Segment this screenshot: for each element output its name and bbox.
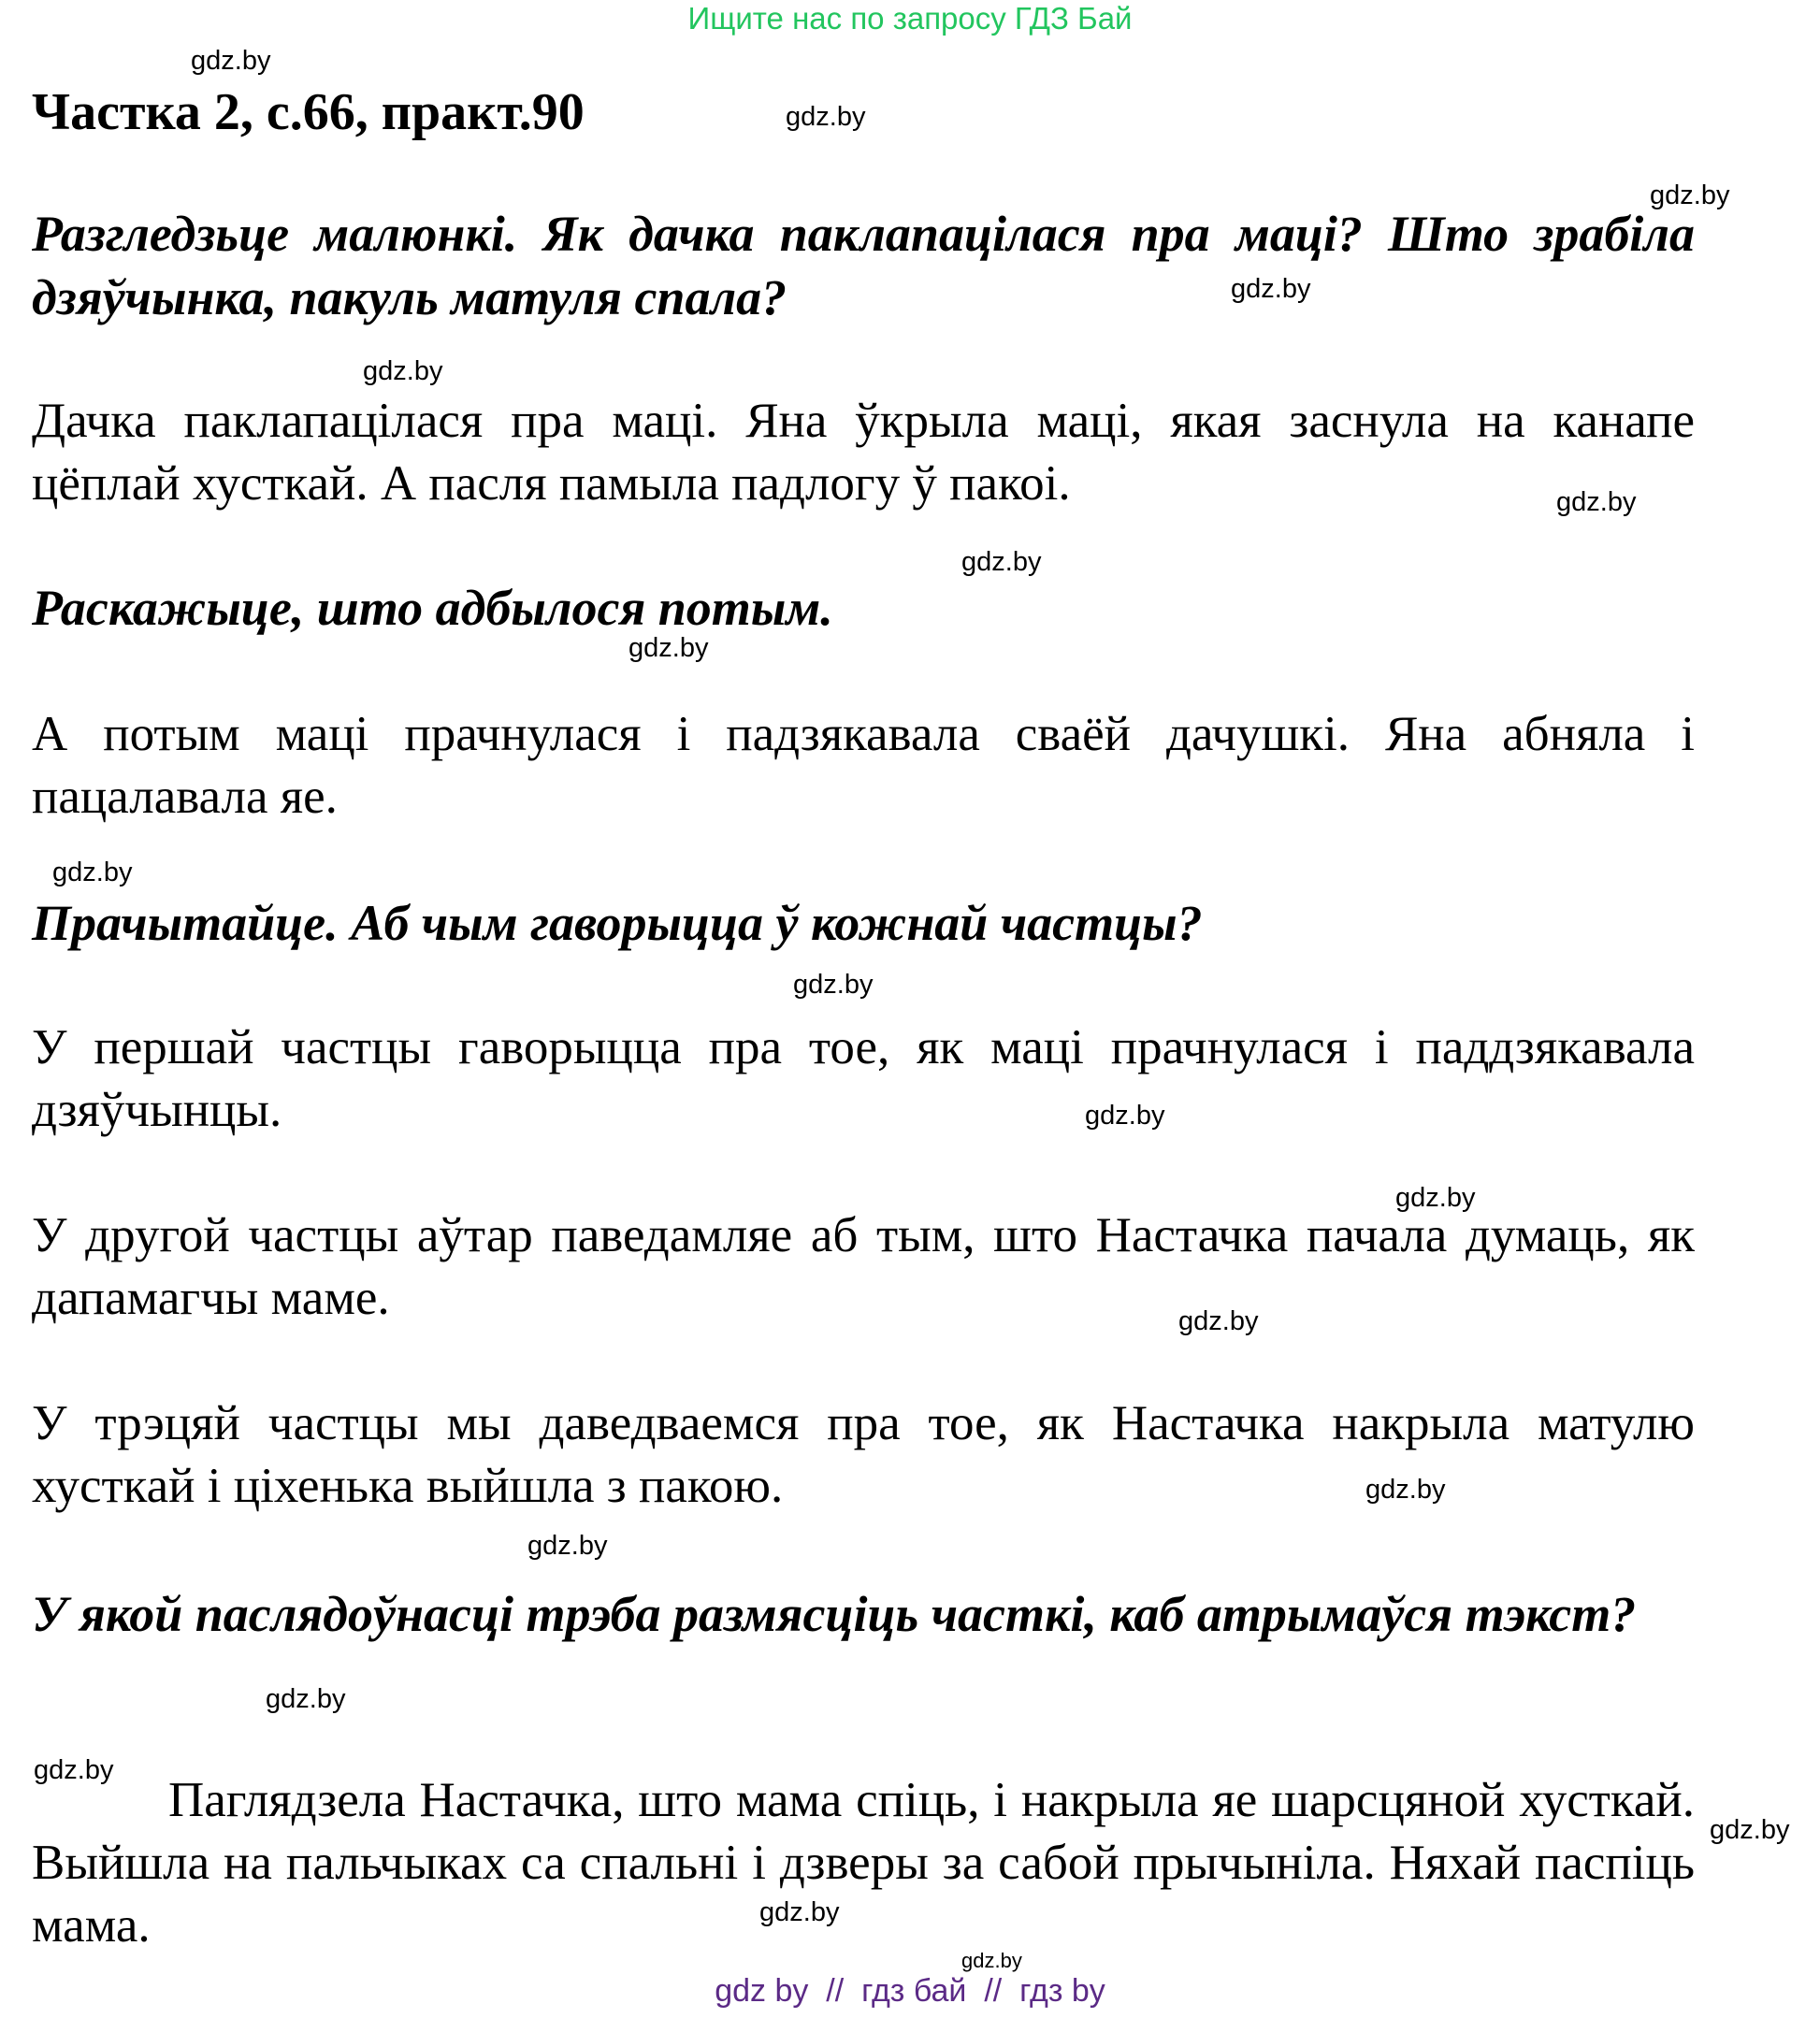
watermark: gdz.by (1395, 1183, 1476, 1213)
watermark: gdz.by (34, 1755, 114, 1785)
watermark: gdz.by (1365, 1475, 1446, 1505)
watermark: gdz.by (628, 633, 709, 663)
answer-4: Паглядзела Настачка, што мама спіць, і накрыла яе шарсцяной хусткай. Выйшла на пальчыках са спальні і дзверы за сабой прычыніла. Няхай паспіць мама. (32, 1773, 1695, 1953)
watermark: gdz.by (1231, 274, 1311, 304)
search-banner: Ищите нас по запросу ГДЗ Бай (687, 1, 1133, 36)
answer-3-part-3: У трэцяй частцы мы даведваемся пра тое, як Настачка накрыла матулю хусткай і ціхенька выйшла з пакою. (32, 1396, 1695, 1513)
watermark: gdz.by (786, 102, 866, 132)
watermark: gdz.by (52, 858, 133, 887)
watermark: gdz.by (363, 356, 443, 386)
watermark: gdz.by (961, 1949, 1022, 1972)
watermark: gdz.by (1650, 180, 1730, 210)
page-title: Частка 2, с.66, практ.90 (32, 83, 585, 141)
watermark: gdz.by (961, 547, 1042, 577)
watermark: gdz.by (1556, 487, 1637, 517)
watermark: gdz.by (759, 1897, 840, 1927)
question-1: Разгледзьце малюнкі. Як дачка паклапацілася пра маці? Што зрабіла дзяўчынка, пакуль матуля спала? (32, 206, 1695, 325)
question-2: Раскажыце, што адбылося потым. (32, 580, 833, 636)
question-4: У якой паслядоўнасці трэба размясціць часткі, каб атрымаўся тэкст? (32, 1586, 1637, 1642)
watermark: gdz.by (527, 1531, 608, 1561)
footer-links: gdz by // гдз бай // гдз by (715, 1973, 1105, 2009)
watermark: gdz.by (1710, 1815, 1790, 1845)
question-3: Прачытайце. Аб чым гаворыцца ў кожнай частцы? (32, 895, 1203, 951)
answer-3-part-2: У другой частцы аўтар паведамляе аб тым, што Настачка пачала думаць, як дапамагчы маме. (32, 1208, 1695, 1325)
answer-1: Дачка паклапацілася пра маці. Яна ўкрыла маці, якая заснула на канапе цёплай хусткай. А пасля памыла падлогу ў пакоі. (32, 394, 1695, 511)
watermark: gdz.by (1178, 1306, 1259, 1336)
watermark: gdz.by (191, 46, 271, 76)
watermark: gdz.by (1085, 1101, 1165, 1131)
watermark: gdz.by (793, 970, 874, 1000)
answer-3-part-1: У першай частцы гаворыцца пра тое, як маці прачнулася і паддзякавала дзяўчынцы. (32, 1020, 1695, 1137)
answer-2: А потым маці прачнулася і падзякавала сваёй дачушкі. Яна абняла і пацалавала яе. (32, 707, 1695, 824)
watermark: gdz.by (266, 1684, 346, 1714)
